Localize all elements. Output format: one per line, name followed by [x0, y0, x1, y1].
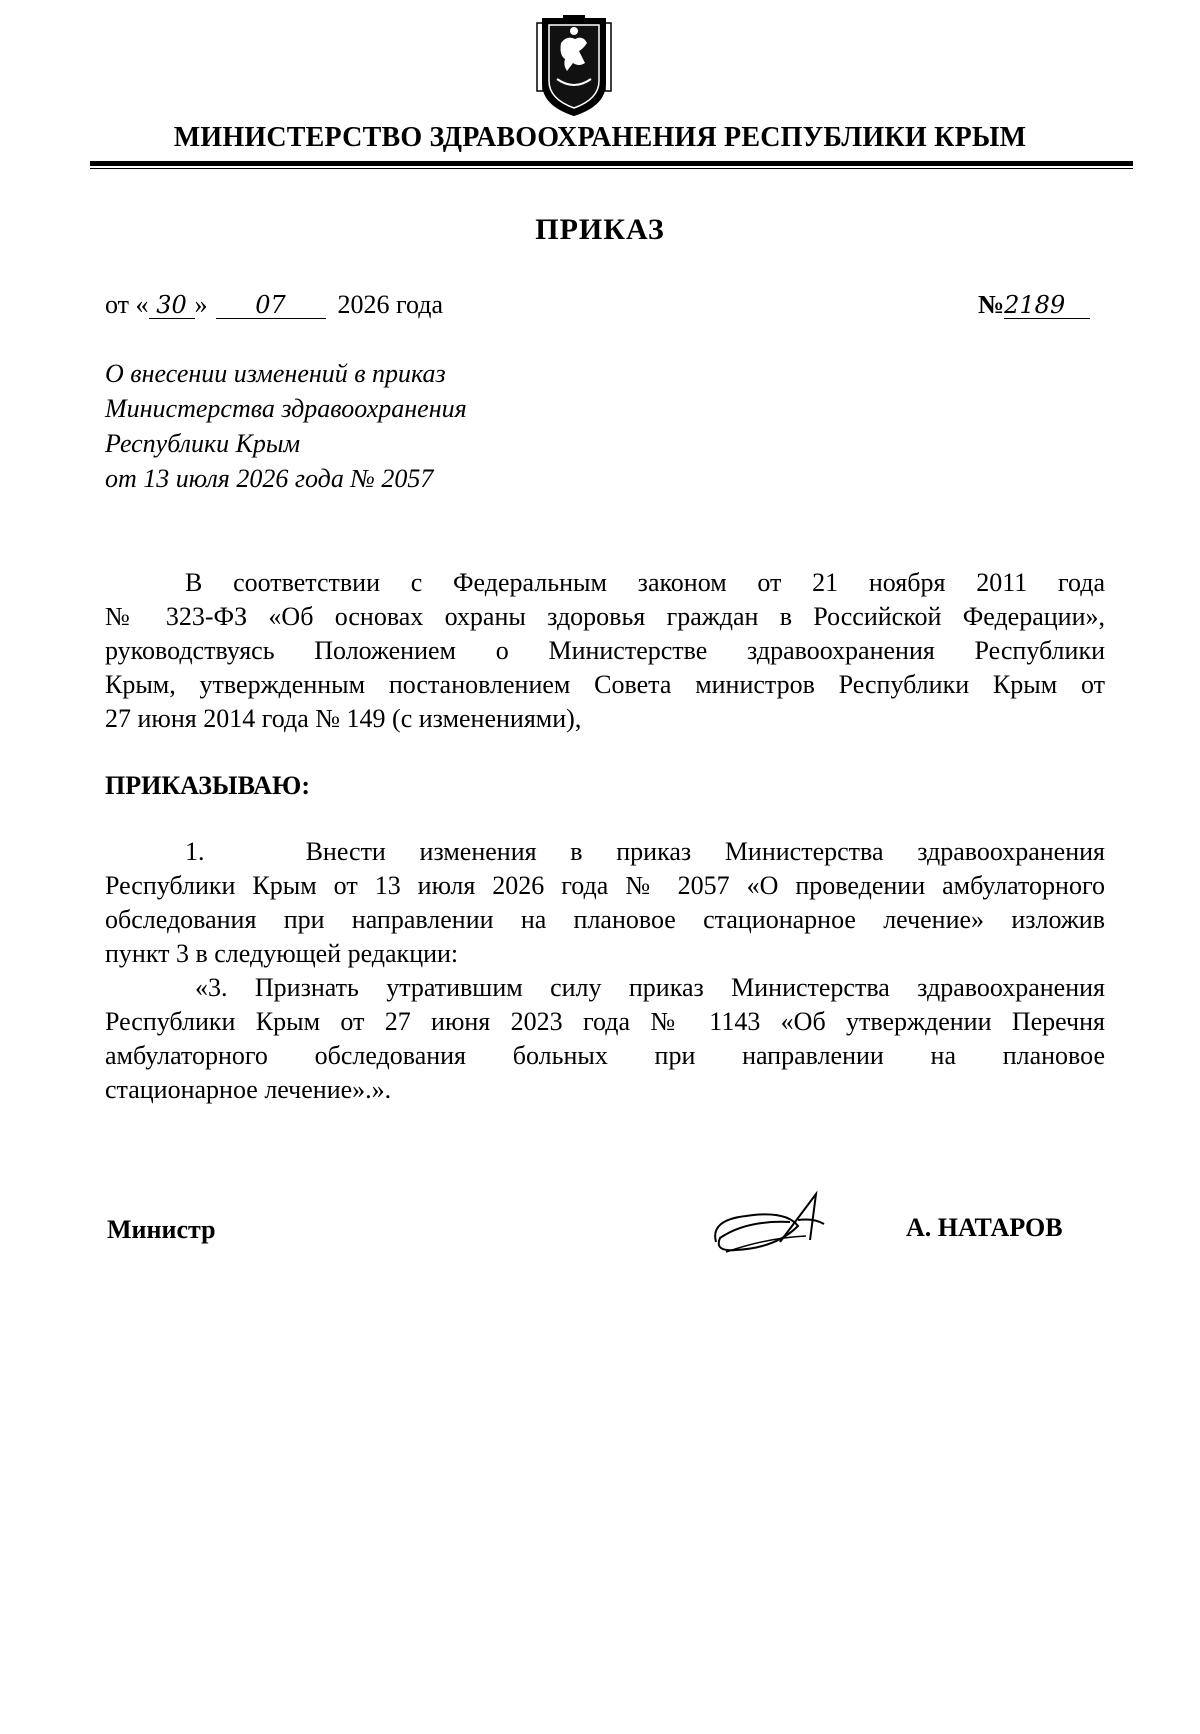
preamble-line: В соответствии с Федеральным законом от 21 ноября 2011 года	[185, 568, 1105, 597]
item-line: «3. Признать утратившим силу приказ Министерства здравоохранения	[195, 973, 1105, 1002]
date-mid: »	[194, 290, 208, 319]
date-prefix: от «	[105, 290, 149, 319]
coat-of-arms-icon	[533, 13, 615, 117]
item-line: Республики Крым от 13 июля 2026 года № 2057 «О проведении амбулаторного	[105, 871, 1105, 900]
date-year: 2026 года	[337, 290, 444, 319]
item-line: 1. Внести изменения в приказ Министерства здравоохранения	[185, 837, 1105, 866]
document-number-line	[978, 290, 1090, 320]
header-rule-thin	[90, 168, 1133, 169]
preamble-paragraph	[105, 566, 1105, 736]
item-line: Республики Крым от 27 июня 2023 года № 1143 «Об утверждении Перечня	[105, 1007, 1105, 1036]
item-line: стационарное лечение».».	[105, 1075, 392, 1104]
date-line	[105, 290, 443, 320]
subject-line: Министерства здравоохранения	[105, 394, 467, 423]
document-number: 2189	[1004, 292, 1090, 319]
subject-line: от 13 июля 2026 года № 2057	[105, 464, 434, 493]
ministry-name: МИНИСТЕРСТВО ЗДРАВООХРАНЕНИЯ РЕСПУБЛИКИ КРЫМ	[173, 122, 1027, 153]
item-line: пункт 3 в следующей редакции:	[105, 939, 459, 968]
signer-position: Министр	[107, 1215, 216, 1244]
preamble-line: № 323-ФЗ «Об основах охраны здоровья граждан в Российской Федерации»,	[105, 602, 1105, 631]
date-day: 30	[149, 292, 195, 319]
order-word: ПРИКАЗЫВАЮ:	[105, 771, 310, 800]
item-line: обследования при направлении на плановое стационарное лечение» изложив	[105, 905, 1105, 934]
subject-line: Республики Крым	[105, 429, 301, 458]
handwritten-signature	[706, 1190, 840, 1260]
subject-line: О внесении изменений в приказ	[105, 359, 446, 388]
document-title: ПРИКАЗ	[535, 213, 665, 246]
preamble-line: руководствуясь Положением о Министерстве здравоохранения Республики	[105, 636, 1105, 665]
order-item-1	[105, 835, 1105, 1107]
subject-block	[105, 356, 467, 496]
header-rule-thick	[90, 161, 1133, 166]
preamble-line: 27 июня 2014 года № 149 (с изменениями),	[105, 704, 582, 733]
preamble-line: Крым, утвержденным постановлением Совета министров Республики Крым от	[105, 670, 1105, 699]
item-line: амбулаторного обследования больных при направлении на плановое	[105, 1041, 1105, 1070]
date-month: 07	[216, 292, 326, 319]
number-prefix: №	[978, 290, 1005, 319]
signer-name: А. НАТАРОВ	[906, 1213, 1063, 1242]
